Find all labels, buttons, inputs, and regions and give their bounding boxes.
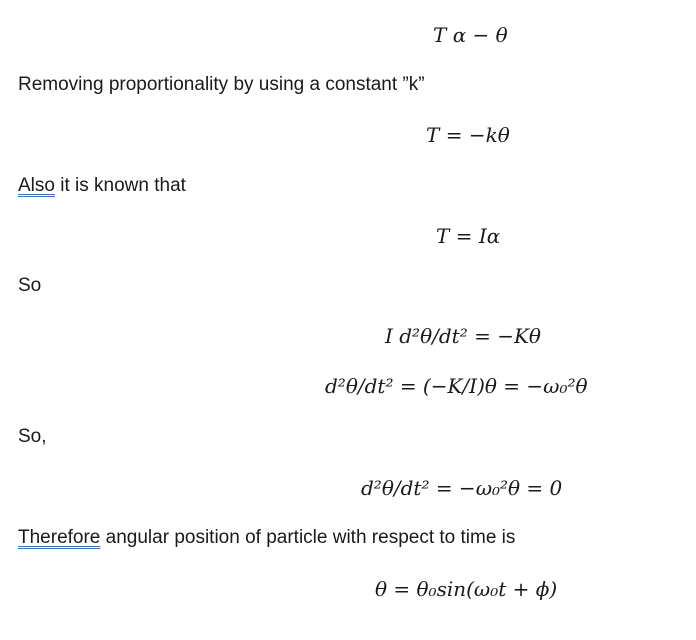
- equation-torque-constant: T = −kθ: [426, 123, 510, 147]
- proofing-marked-word: Also: [18, 175, 55, 196]
- equation-differential-2: d²θ/dt² = (−K/I)θ = −ω₀²θ: [325, 374, 588, 398]
- equation-angular-position: θ = θ₀sin(ω₀t + ϕ): [375, 577, 558, 601]
- equation-differential-3: d²θ/dt² = −ω₀²θ = 0: [361, 476, 563, 500]
- text-so-comma: So,: [18, 426, 47, 447]
- text-also-known: [18, 174, 186, 198]
- text-fragment: angular position of particle with respect to time is: [100, 527, 516, 548]
- text-removing-proportionality: Removing proportionality by using a constant ”k”: [18, 74, 425, 95]
- text-fragment: it is known that: [54, 175, 186, 196]
- equation-differential-1: I d²θ/dt² = −Kθ: [385, 324, 541, 348]
- equation-torque-proportional: T α − θ: [433, 23, 508, 47]
- proofing-marked-word: Therefore: [18, 527, 101, 548]
- text-so: So: [18, 275, 42, 296]
- text-therefore: [18, 526, 515, 550]
- equation-torque-inertia: T = Iα: [436, 224, 501, 248]
